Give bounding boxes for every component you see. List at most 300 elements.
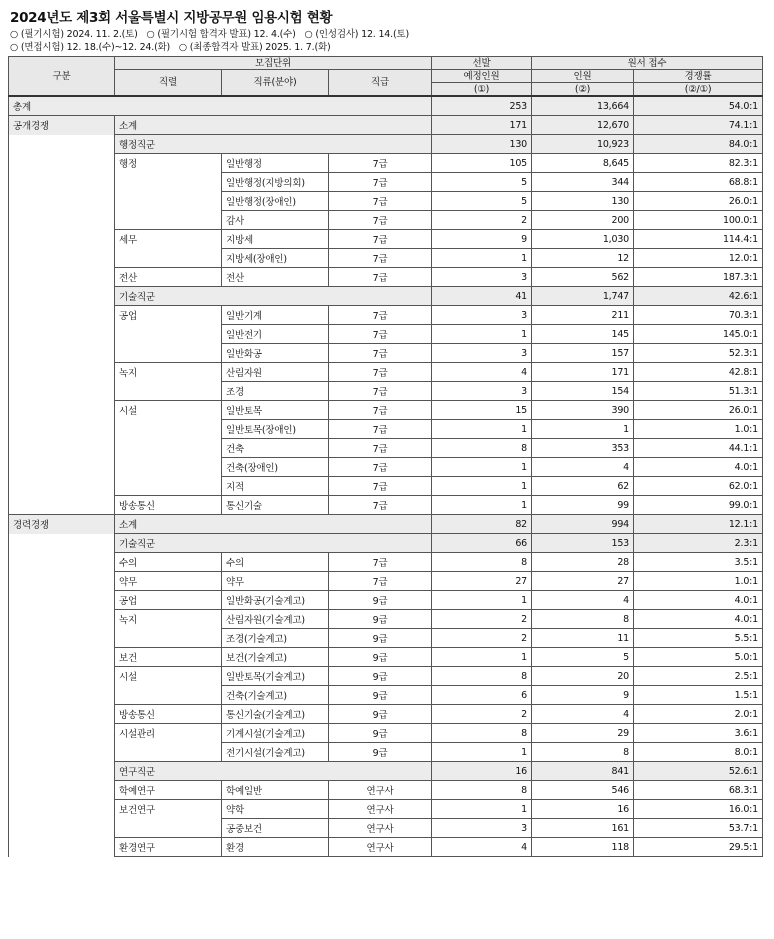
table-row — [9, 705, 763, 724]
cell-applied: 28 — [532, 553, 634, 572]
cell-ratio: 68.3:1 — [634, 781, 763, 800]
cell-series — [115, 686, 222, 705]
cell-field: 건축(장애인) — [222, 458, 329, 477]
cell-planned: 8 — [432, 667, 532, 686]
cell-field: 일반행정 — [222, 154, 329, 173]
cell-series: 수의 — [115, 553, 222, 572]
cell-series — [115, 458, 222, 477]
cell-ratio: 145.0:1 — [634, 325, 763, 344]
cell-applied: 20 — [532, 667, 634, 686]
cell-series — [115, 211, 222, 230]
table-row — [9, 344, 763, 363]
cell-field: 전기시설(기술계고) — [222, 743, 329, 762]
cell-series: 시설 — [115, 667, 222, 686]
cell-category-blank — [9, 477, 115, 496]
table-row — [9, 572, 763, 591]
cell-applied: 12,670 — [532, 116, 634, 135]
cell-grade: 7급 — [329, 249, 432, 268]
cell-applied: 118 — [532, 838, 634, 857]
table-row — [9, 363, 763, 382]
table-row — [9, 496, 763, 515]
cell-grade: 7급 — [329, 344, 432, 363]
cell-applied: 145 — [532, 325, 634, 344]
header-seonbal: 선발 — [432, 57, 532, 70]
cell-planned: 3 — [432, 306, 532, 325]
cell-category-blank — [9, 249, 115, 268]
cell-category-blank — [9, 363, 115, 382]
page-title: 2024년도 제3회 서울특별시 지방공무원 임용시험 현황 — [10, 10, 333, 26]
cell-field: 환경 — [222, 838, 329, 857]
table-row — [9, 325, 763, 344]
cell-applied: 562 — [532, 268, 634, 287]
cell-series: 시설 — [115, 401, 222, 420]
cell-ratio: 44.1:1 — [634, 439, 763, 458]
cell-field: 지방세(장애인) — [222, 249, 329, 268]
table-row — [9, 211, 763, 230]
cell-grade: 7급 — [329, 553, 432, 572]
cell-category-blank — [9, 762, 115, 781]
cell-series: 보건 — [115, 648, 222, 667]
cell-series — [115, 477, 222, 496]
cell-grade: 7급 — [329, 572, 432, 591]
cell-field: 지방세 — [222, 230, 329, 249]
cell-ratio: 99.0:1 — [634, 496, 763, 515]
cell-planned: 1 — [432, 800, 532, 819]
cell-ratio: 114.4:1 — [634, 230, 763, 249]
cell-category-blank — [9, 230, 115, 249]
cell-planned: 2 — [432, 610, 532, 629]
table-row — [9, 686, 763, 705]
cell-field: 산림자원 — [222, 363, 329, 382]
cell-category-blank — [9, 420, 115, 439]
cell-planned: 3 — [432, 819, 532, 838]
cell-category-blank — [9, 439, 115, 458]
table-row — [9, 743, 763, 762]
cell-grade: 7급 — [329, 173, 432, 192]
cell-category-blank — [9, 496, 115, 515]
cell-grade: 9급 — [329, 591, 432, 610]
table-row — [9, 306, 763, 325]
cell-category-blank — [9, 458, 115, 477]
cell-applied: 8,645 — [532, 154, 634, 173]
cell-planned: 1 — [432, 249, 532, 268]
cell-category-blank — [9, 629, 115, 648]
cell-category-blank — [9, 686, 115, 705]
cell-planned: 1 — [432, 591, 532, 610]
cell-grade: 7급 — [329, 401, 432, 420]
cell-ratio: 1.0:1 — [634, 572, 763, 591]
cell-planned: 105 — [432, 154, 532, 173]
cell-field: 일반행정(지방의회) — [222, 173, 329, 192]
cell-applied: 130 — [532, 192, 634, 211]
table-row — [9, 667, 763, 686]
table-row — [9, 249, 763, 268]
cell-planned: 5 — [432, 173, 532, 192]
cell-planned: 6 — [432, 686, 532, 705]
header-gyeongjaeng-no: (②/①) — [634, 83, 763, 97]
cell-ratio: 62.0:1 — [634, 477, 763, 496]
cell-ratio: 42.8:1 — [634, 363, 763, 382]
cell-field: 지적 — [222, 477, 329, 496]
cell-grade: 9급 — [329, 743, 432, 762]
cell-ratio: 12.0:1 — [634, 249, 763, 268]
table-row — [9, 401, 763, 420]
cell-field: 통신기술(기술계고) — [222, 705, 329, 724]
table-row — [9, 192, 763, 211]
cell-applied: 12 — [532, 249, 634, 268]
cell-group-label: 연구직군 — [115, 762, 432, 781]
cell-field: 일반토목(장애인) — [222, 420, 329, 439]
cell-grade: 9급 — [329, 686, 432, 705]
cell-category-blank — [9, 610, 115, 629]
cell-series: 행정 — [115, 154, 222, 173]
cell-grade: 9급 — [329, 648, 432, 667]
schedule-item: ○ (인성검사) 12. 14.(토) — [304, 29, 409, 40]
cell-series — [115, 382, 222, 401]
cell-category-blank — [9, 553, 115, 572]
table-row — [9, 648, 763, 667]
cell-planned: 82 — [432, 515, 532, 534]
cell-ratio: 42.6:1 — [634, 287, 763, 306]
cell-grade: 9급 — [329, 667, 432, 686]
header-jikryu: 직류(분야) — [222, 70, 329, 97]
cell-series — [115, 629, 222, 648]
table-row — [9, 591, 763, 610]
table-row — [9, 629, 763, 648]
table-row — [9, 173, 763, 192]
table-header — [9, 57, 763, 97]
cell-series: 학예연구 — [115, 781, 222, 800]
cell-planned: 3 — [432, 344, 532, 363]
cell-category-blank — [9, 724, 115, 743]
cell-category-blank — [9, 648, 115, 667]
cell-field: 감사 — [222, 211, 329, 230]
cell-field: 통신기술 — [222, 496, 329, 515]
schedule-item: ○ (면접시험) 12. 18.(수)~12. 24.(화) — [10, 42, 171, 53]
cell-series — [115, 192, 222, 211]
cell-field: 일반토목(기술계고) — [222, 667, 329, 686]
cell-applied: 1,030 — [532, 230, 634, 249]
cell-grade: 7급 — [329, 211, 432, 230]
cell-applied: 157 — [532, 344, 634, 363]
schedule-line-2 — [10, 41, 766, 54]
table-row — [9, 800, 763, 819]
cell-field: 공중보건 — [222, 819, 329, 838]
cell-ratio: 74.1:1 — [634, 116, 763, 135]
cell-field: 전산 — [222, 268, 329, 287]
cell-ratio: 54.0:1 — [634, 96, 763, 116]
schedule-line-1 — [10, 28, 766, 41]
cell-ratio: 52.6:1 — [634, 762, 763, 781]
schedule-item: ○ (필기시험 합격자 발표) 12. 4.(수) — [146, 29, 296, 40]
cell-applied: 1,747 — [532, 287, 634, 306]
table-row — [9, 382, 763, 401]
schedule-item: ○ (최종합격자 발표) 2025. 1. 7.(화) — [178, 42, 331, 53]
cell-category-blank — [9, 534, 115, 553]
cell-applied: 29 — [532, 724, 634, 743]
table-row — [9, 154, 763, 173]
header-inwon: 인원 — [532, 70, 634, 83]
cell-category: 공개경쟁 — [9, 116, 115, 135]
cell-series: 세무 — [115, 230, 222, 249]
cell-planned: 3 — [432, 268, 532, 287]
cell-ratio: 2.5:1 — [634, 667, 763, 686]
header-yejeong-no: (①) — [432, 83, 532, 97]
cell-category-blank — [9, 800, 115, 819]
cell-ratio: 5.5:1 — [634, 629, 763, 648]
cell-planned: 8 — [432, 781, 532, 800]
table-row — [9, 135, 763, 154]
cell-planned: 4 — [432, 838, 532, 857]
cell-grade: 7급 — [329, 154, 432, 173]
cell-series — [115, 743, 222, 762]
table-row — [9, 116, 763, 135]
cell-ratio: 82.3:1 — [634, 154, 763, 173]
cell-applied: 546 — [532, 781, 634, 800]
cell-ratio: 3.5:1 — [634, 553, 763, 572]
header-gyeongjaeng: 경쟁률 — [634, 70, 763, 83]
cell-grade: 연구사 — [329, 838, 432, 857]
cell-ratio: 3.6:1 — [634, 724, 763, 743]
cell-category-blank — [9, 344, 115, 363]
schedule-item: ○ (필기시험) 2024. 11. 2.(토) — [10, 29, 138, 40]
table-row — [9, 838, 763, 857]
cell-planned: 27 — [432, 572, 532, 591]
cell-applied: 4 — [532, 458, 634, 477]
cell-series: 방송통신 — [115, 705, 222, 724]
cell-applied: 4 — [532, 705, 634, 724]
cell-series: 약무 — [115, 572, 222, 591]
cell-grade: 7급 — [329, 363, 432, 382]
cell-category-blank — [9, 325, 115, 344]
cell-category-blank — [9, 838, 115, 857]
cell-series — [115, 173, 222, 192]
cell-field: 조경 — [222, 382, 329, 401]
table-row — [9, 534, 763, 553]
cell-grade: 7급 — [329, 268, 432, 287]
cell-ratio: 4.0:1 — [634, 610, 763, 629]
cell-planned: 41 — [432, 287, 532, 306]
cell-group-label: 기술직군 — [115, 287, 432, 306]
table-row — [9, 287, 763, 306]
cell-field: 보건(기술계고) — [222, 648, 329, 667]
cell-series: 방송통신 — [115, 496, 222, 515]
cell-planned: 4 — [432, 363, 532, 382]
cell-category-blank — [9, 572, 115, 591]
table-row — [9, 515, 763, 534]
cell-grade: 7급 — [329, 420, 432, 439]
table-row — [9, 230, 763, 249]
exam-status-table — [8, 56, 763, 857]
cell-category-blank — [9, 591, 115, 610]
cell-category-blank — [9, 306, 115, 325]
header-mojip: 모집단위 — [115, 57, 432, 70]
cell-ratio: 84.0:1 — [634, 135, 763, 154]
cell-field: 조경(기술계고) — [222, 629, 329, 648]
cell-applied: 153 — [532, 534, 634, 553]
cell-ratio: 29.5:1 — [634, 838, 763, 857]
table-row — [9, 819, 763, 838]
cell-ratio: 70.3:1 — [634, 306, 763, 325]
cell-series: 전산 — [115, 268, 222, 287]
cell-category-blank — [9, 781, 115, 800]
table-row — [9, 96, 763, 116]
cell-applied: 171 — [532, 363, 634, 382]
cell-applied: 10,923 — [532, 135, 634, 154]
cell-planned: 1 — [432, 496, 532, 515]
cell-category-blank — [9, 705, 115, 724]
cell-ratio: 4.0:1 — [634, 591, 763, 610]
cell-ratio: 12.1:1 — [634, 515, 763, 534]
cell-group-label: 기술직군 — [115, 534, 432, 553]
cell-category: 경력경쟁 — [9, 515, 115, 534]
cell-category-blank — [9, 667, 115, 686]
cell-planned: 8 — [432, 724, 532, 743]
cell-field: 일반기계 — [222, 306, 329, 325]
cell-applied: 154 — [532, 382, 634, 401]
cell-series: 공업 — [115, 306, 222, 325]
cell-total-label: 총계 — [9, 96, 432, 116]
cell-applied: 8 — [532, 743, 634, 762]
cell-ratio: 16.0:1 — [634, 800, 763, 819]
cell-series: 환경연구 — [115, 838, 222, 857]
cell-applied: 211 — [532, 306, 634, 325]
cell-series — [115, 819, 222, 838]
cell-subtotal-label: 소계 — [115, 515, 432, 534]
cell-planned: 1 — [432, 420, 532, 439]
cell-applied: 841 — [532, 762, 634, 781]
cell-grade: 7급 — [329, 306, 432, 325]
cell-applied: 1 — [532, 420, 634, 439]
cell-category-blank — [9, 743, 115, 762]
cell-group-label: 행정직군 — [115, 135, 432, 154]
cell-grade: 7급 — [329, 496, 432, 515]
cell-series — [115, 325, 222, 344]
cell-grade: 연구사 — [329, 819, 432, 838]
cell-grade: 연구사 — [329, 800, 432, 819]
cell-series: 시설관리 — [115, 724, 222, 743]
cell-ratio: 5.0:1 — [634, 648, 763, 667]
cell-applied: 200 — [532, 211, 634, 230]
table-row — [9, 724, 763, 743]
cell-applied: 161 — [532, 819, 634, 838]
cell-applied: 16 — [532, 800, 634, 819]
cell-planned: 16 — [432, 762, 532, 781]
cell-planned: 9 — [432, 230, 532, 249]
cell-ratio: 2.0:1 — [634, 705, 763, 724]
cell-field: 건축 — [222, 439, 329, 458]
cell-ratio: 26.0:1 — [634, 192, 763, 211]
cell-ratio: 51.3:1 — [634, 382, 763, 401]
cell-category-blank — [9, 287, 115, 306]
cell-planned: 2 — [432, 211, 532, 230]
cell-planned: 171 — [432, 116, 532, 135]
cell-grade: 9급 — [329, 724, 432, 743]
table-row — [9, 610, 763, 629]
cell-grade: 7급 — [329, 325, 432, 344]
table-row — [9, 458, 763, 477]
cell-series: 녹지 — [115, 610, 222, 629]
cell-planned: 2 — [432, 629, 532, 648]
cell-grade: 7급 — [329, 439, 432, 458]
cell-planned: 8 — [432, 439, 532, 458]
cell-planned: 253 — [432, 96, 532, 116]
cell-applied: 8 — [532, 610, 634, 629]
cell-ratio: 53.7:1 — [634, 819, 763, 838]
table-row — [9, 439, 763, 458]
cell-category-blank — [9, 268, 115, 287]
cell-field: 기계시설(기술계고) — [222, 724, 329, 743]
cell-grade: 7급 — [329, 192, 432, 211]
cell-field: 일반전기 — [222, 325, 329, 344]
cell-planned: 130 — [432, 135, 532, 154]
cell-ratio: 4.0:1 — [634, 458, 763, 477]
cell-field: 건축(기술계고) — [222, 686, 329, 705]
cell-field: 일반화공 — [222, 344, 329, 363]
table-row — [9, 420, 763, 439]
table-row — [9, 477, 763, 496]
cell-grade: 7급 — [329, 477, 432, 496]
cell-category-blank — [9, 192, 115, 211]
cell-field: 일반토목 — [222, 401, 329, 420]
cell-ratio: 187.3:1 — [634, 268, 763, 287]
cell-category-blank — [9, 135, 115, 154]
cell-planned: 1 — [432, 458, 532, 477]
header-inwon-no: (②) — [532, 83, 634, 97]
cell-grade: 9급 — [329, 705, 432, 724]
cell-series: 녹지 — [115, 363, 222, 382]
cell-grade: 9급 — [329, 610, 432, 629]
cell-applied: 27 — [532, 572, 634, 591]
table-row — [9, 553, 763, 572]
cell-category-blank — [9, 382, 115, 401]
cell-ratio: 8.0:1 — [634, 743, 763, 762]
cell-category-blank — [9, 819, 115, 838]
cell-applied: 11 — [532, 629, 634, 648]
cell-category-blank — [9, 173, 115, 192]
cell-ratio: 1.5:1 — [634, 686, 763, 705]
cell-planned: 1 — [432, 648, 532, 667]
cell-grade: 연구사 — [329, 781, 432, 800]
cell-field: 수의 — [222, 553, 329, 572]
header-jikryeol: 직렬 — [115, 70, 222, 97]
cell-field: 약학 — [222, 800, 329, 819]
cell-series: 공업 — [115, 591, 222, 610]
cell-grade: 7급 — [329, 230, 432, 249]
cell-category-blank — [9, 211, 115, 230]
cell-planned: 1 — [432, 477, 532, 496]
header-jikgeup: 직급 — [329, 70, 432, 97]
cell-applied: 344 — [532, 173, 634, 192]
header-wonseo: 원서 접수 — [532, 57, 763, 70]
cell-ratio: 1.0:1 — [634, 420, 763, 439]
cell-applied: 4 — [532, 591, 634, 610]
cell-series — [115, 344, 222, 363]
cell-series — [115, 420, 222, 439]
cell-planned: 8 — [432, 553, 532, 572]
cell-ratio: 52.3:1 — [634, 344, 763, 363]
cell-field: 산림자원(기술계고) — [222, 610, 329, 629]
cell-applied: 62 — [532, 477, 634, 496]
cell-field: 일반화공(기술계고) — [222, 591, 329, 610]
cell-planned: 15 — [432, 401, 532, 420]
cell-ratio: 2.3:1 — [634, 534, 763, 553]
cell-planned: 5 — [432, 192, 532, 211]
header-gubun: 구분 — [9, 57, 115, 97]
cell-applied: 5 — [532, 648, 634, 667]
cell-category-blank — [9, 401, 115, 420]
cell-planned: 3 — [432, 382, 532, 401]
